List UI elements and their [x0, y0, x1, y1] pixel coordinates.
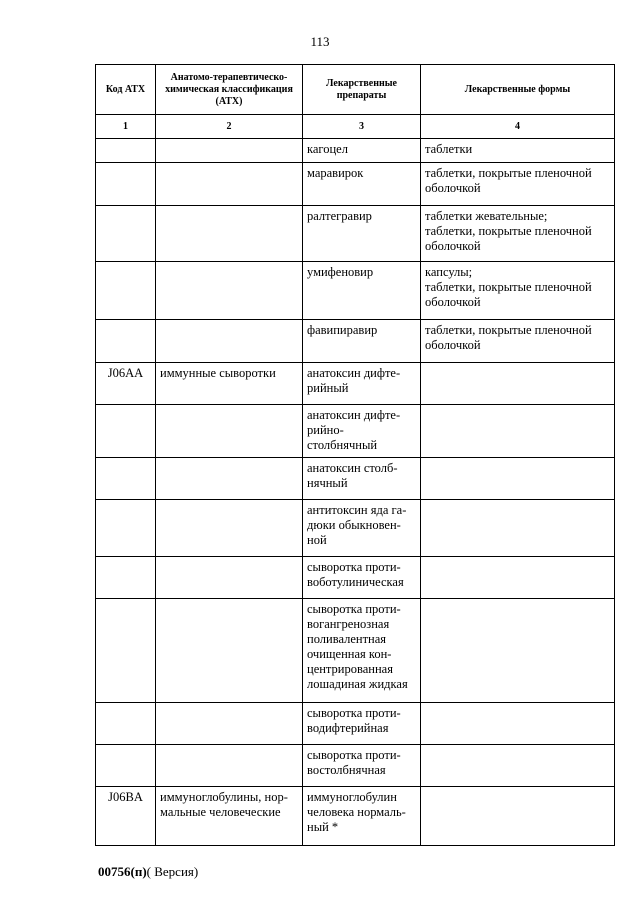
- dosage-form-cell: [421, 500, 615, 557]
- atx-class-cell: [156, 703, 303, 745]
- drug-cell: анатоксин дифте- рийно- столбнячный: [303, 405, 421, 458]
- table-row: [96, 500, 615, 557]
- atx-code-cell: [96, 139, 156, 163]
- atx-class-cell: [156, 405, 303, 458]
- dosage-form-cell: [421, 787, 615, 846]
- atx-table: [95, 64, 615, 846]
- drug-cell: сыворотка проти- востолбнячная: [303, 745, 421, 787]
- header-drugs: Лекарственные препараты: [303, 65, 421, 115]
- atx-code-cell: J06AA: [96, 363, 156, 405]
- dosage-form-cell: [421, 363, 615, 405]
- atx-class-cell: [156, 599, 303, 703]
- drug-cell: кагоцел: [303, 139, 421, 163]
- atx-code-cell: [96, 163, 156, 206]
- table-row: [96, 599, 615, 703]
- atx-code-cell: [96, 206, 156, 262]
- document-code: 00756(п): [98, 864, 147, 879]
- drug-cell: анатоксин дифте- рийный: [303, 363, 421, 405]
- atx-class-cell: иммуноглобулины, нор- мальные человеческие: [156, 787, 303, 846]
- drug-cell: ралтегравир: [303, 206, 421, 262]
- atx-class-cell: [156, 206, 303, 262]
- document-version: ( Версия): [146, 864, 199, 879]
- dosage-form-cell: капсулы; таблетки, покрытые пленочной оболочкой: [421, 262, 615, 320]
- column-number: 2: [156, 115, 303, 139]
- table-row: [96, 139, 615, 163]
- atx-code-cell: [96, 557, 156, 599]
- table-row: [96, 405, 615, 458]
- column-number: 3: [303, 115, 421, 139]
- table-row: [96, 703, 615, 745]
- drug-cell: сыворотка проти- воботулиническая: [303, 557, 421, 599]
- dosage-form-cell: [421, 703, 615, 745]
- atx-class-cell: [156, 163, 303, 206]
- table-row: [96, 163, 615, 206]
- header-atx-classification: Анатомо-терапевтическо- химическая классификация (АТХ): [156, 65, 303, 115]
- atx-class-cell: [156, 500, 303, 557]
- atx-class-cell: [156, 320, 303, 363]
- atx-class-cell: иммунные сыворотки: [156, 363, 303, 405]
- table-row: [96, 320, 615, 363]
- drug-cell: фавипиравир: [303, 320, 421, 363]
- atx-code-cell: [96, 458, 156, 500]
- atx-code-cell: [96, 703, 156, 745]
- atx-code-cell: [96, 405, 156, 458]
- header-row: [96, 65, 615, 115]
- drug-cell: умифеновир: [303, 262, 421, 320]
- table-row: [96, 745, 615, 787]
- dosage-form-cell: таблетки: [421, 139, 615, 163]
- document-footer: [98, 864, 198, 880]
- table-row: [96, 206, 615, 262]
- dosage-form-cell: [421, 745, 615, 787]
- atx-class-cell: [156, 458, 303, 500]
- dosage-form-cell: таблетки, покрытые пленочной оболочкой: [421, 163, 615, 206]
- table-row: [96, 787, 615, 846]
- dosage-form-cell: [421, 599, 615, 703]
- atx-class-cell: [156, 745, 303, 787]
- table-row: [96, 363, 615, 405]
- drug-cell: сыворотка проти- водифтерийная: [303, 703, 421, 745]
- atx-code-cell: [96, 320, 156, 363]
- header-code-atx: Код АТХ: [96, 65, 156, 115]
- dosage-form-cell: таблетки, покрытые пленочной оболочкой: [421, 320, 615, 363]
- drug-cell: иммуноглобулин человека нормаль- ный *: [303, 787, 421, 846]
- dosage-form-cell: [421, 458, 615, 500]
- atx-code-cell: [96, 745, 156, 787]
- atx-code-cell: J06BA: [96, 787, 156, 846]
- drug-cell: маравирок: [303, 163, 421, 206]
- header-dosage-forms: Лекарственные формы: [421, 65, 615, 115]
- atx-class-cell: [156, 139, 303, 163]
- table-row: [96, 262, 615, 320]
- drug-cell: анатоксин столб- нячный: [303, 458, 421, 500]
- atx-class-cell: [156, 557, 303, 599]
- atx-code-cell: [96, 500, 156, 557]
- drug-cell: антитоксин яда га- дюки обыкновен- ной: [303, 500, 421, 557]
- dosage-form-cell: [421, 405, 615, 458]
- atx-class-cell: [156, 262, 303, 320]
- atx-code-cell: [96, 599, 156, 703]
- page-number: 113: [310, 34, 330, 49]
- atx-code-cell: [96, 262, 156, 320]
- table-row: [96, 458, 615, 500]
- column-number-row: [96, 115, 615, 139]
- dosage-form-cell: [421, 557, 615, 599]
- drug-cell: сыворотка проти- вогангренозная поливалентная очищенная кон- центрированная лошадиная жидкая: [303, 599, 421, 703]
- table-row: [96, 557, 615, 599]
- column-number: 1: [96, 115, 156, 139]
- column-number: 4: [421, 115, 615, 139]
- dosage-form-cell: таблетки жевательные; таблетки, покрытые пленочной оболочкой: [421, 206, 615, 262]
